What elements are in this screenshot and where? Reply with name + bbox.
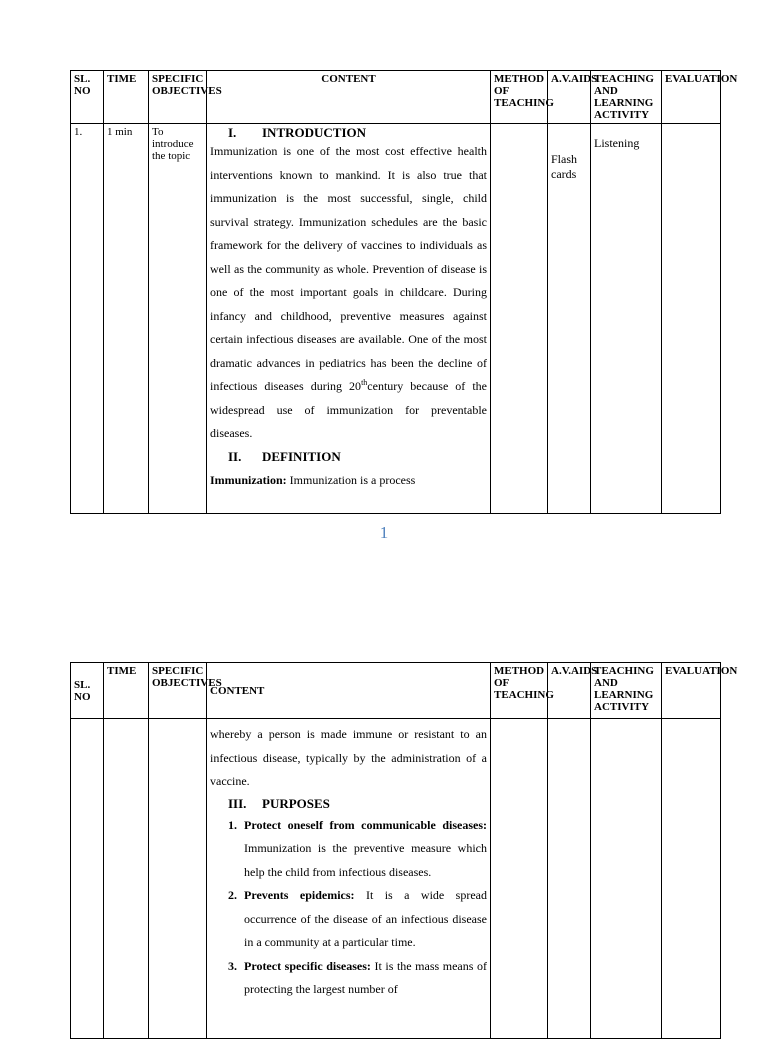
lesson-plan-table-page1 — [70, 70, 738, 514]
cell-method — [491, 124, 548, 514]
list-item: 3. Protect specific diseases: It is the mass means of protecting the largest number of — [228, 958, 487, 996]
cell-objective: To introduce the topic — [149, 124, 207, 514]
header-objectives: SPECIFIC OBJECTIVES — [149, 663, 207, 719]
header-av-aids: A.V.AIDS — [548, 663, 591, 719]
definition-continued: whereby a person is made immune or resistant to an infectious disease, typically by the administration of a vaccine. — [210, 727, 487, 788]
header-av-aids: A.V.AIDS — [548, 71, 591, 124]
cell-sl-no: 1. — [71, 124, 104, 514]
definition-paragraph: Immunization: Immunization is a process — [210, 472, 416, 487]
cell-sl-no — [71, 719, 104, 1039]
header-method: METHOD OF TEACHING — [491, 663, 548, 719]
cell-content — [207, 719, 491, 1039]
list-item: 2. Prevents epidemics: It is a wide spread occurrence of the disease of an infectious disease in a community at a particular time. — [228, 888, 487, 949]
section-heading-definition: II. DEFINITION — [228, 448, 341, 464]
header-time: TIME — [104, 71, 149, 124]
header-time: TIME — [104, 663, 149, 719]
cell-evaluation — [662, 124, 721, 514]
cell-time: 1 min — [104, 124, 149, 514]
table-header-row — [71, 663, 721, 719]
purposes-list — [210, 814, 487, 1002]
cell-teaching-activity: Listening — [591, 124, 662, 514]
header-method: METHOD OF TEACHING — [491, 71, 548, 124]
cell-method — [491, 719, 548, 1039]
header-content: CONTENT — [207, 663, 491, 719]
cell-objective — [149, 719, 207, 1039]
page-number: 1 — [379, 523, 389, 542]
intro-paragraph: Immunization is one of the most cost effective health interventions known to mankind. It is also true that immunization is the most successful, single, child survival strategy. Immunization schedules are the basic framework for the delivery of vaccines to individuals as well as the community as whole. Prevention of disease is one of the most important goals in childcare. During infancy and childhood, preventive measures against certain infectious diseases are available. One of the most dramatic advances in pediatrics has been the decline of infectious diseases during 20thcentury because of the widespread use of immunization for preventable diseases. — [210, 144, 487, 440]
header-content: CONTENT — [207, 71, 491, 124]
header-sl-no: SL. NO — [71, 71, 104, 124]
header-evaluation: EVALUATION — [662, 71, 721, 124]
header-objectives: SPECIFIC OBJECTIVES — [149, 71, 207, 124]
header-sl-no: SL. NO — [71, 663, 104, 719]
table-row — [71, 124, 721, 514]
table-header-row — [71, 71, 721, 124]
cell-evaluation — [662, 719, 721, 1039]
cell-av-aids — [548, 719, 591, 1039]
section-heading-introduction: I. INTRODUCTION — [228, 125, 367, 140]
header-teaching-activity: TEACHING AND LEARNING ACTIVITY — [591, 663, 662, 719]
section-heading-purposes: III. PURPOSES — [228, 795, 330, 811]
header-evaluation: EVALUATION — [662, 663, 721, 719]
header-teaching-activity: TEACHING AND LEARNING ACTIVITY — [591, 71, 662, 124]
cell-teaching-activity — [591, 719, 662, 1039]
list-item: 1. Protect oneself from communicable diseases: Immunization is the preventive measure which help the child from infectious diseases. — [228, 817, 487, 879]
cell-av-aids: Flash cards — [548, 124, 591, 514]
cell-time — [104, 719, 149, 1039]
lesson-plan-table-page2 — [70, 662, 738, 1039]
cell-content — [207, 124, 491, 514]
table-row — [71, 719, 721, 1039]
